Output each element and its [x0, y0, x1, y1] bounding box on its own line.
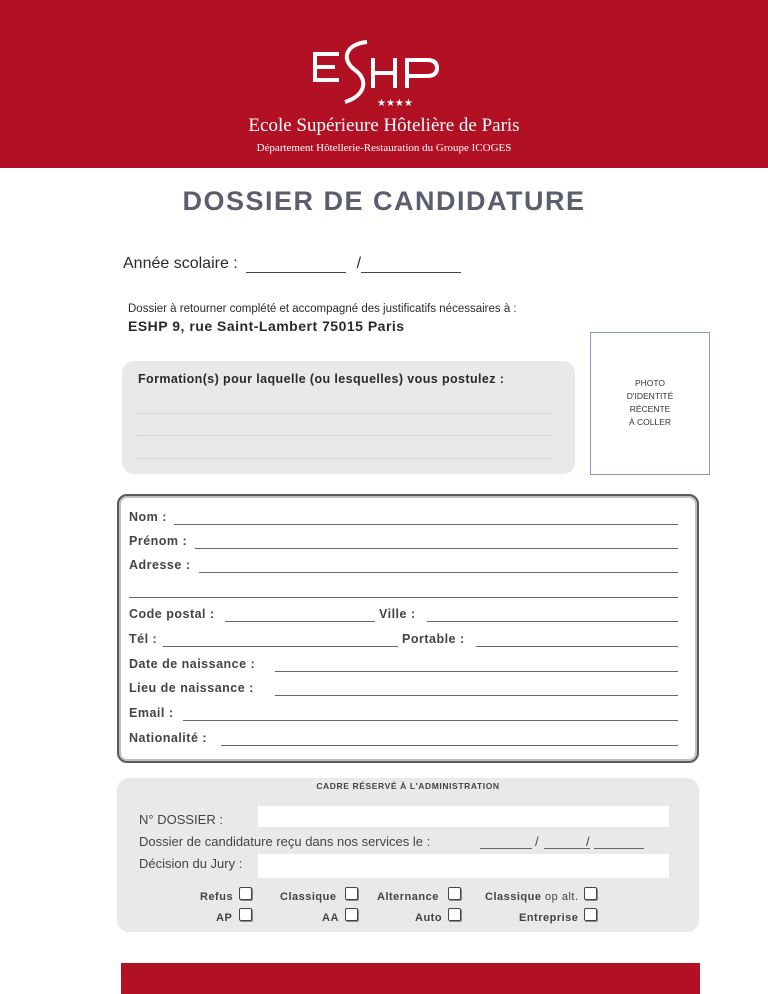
auto-label: Auto	[415, 912, 443, 924]
entreprise-checkbox[interactable]	[584, 908, 597, 921]
eshp-logo	[305, 38, 455, 110]
school-year-label: Année scolaire :	[123, 255, 238, 272]
identity-panel	[117, 494, 699, 763]
code-postal-field[interactable]	[225, 621, 375, 622]
admin-panel	[117, 778, 699, 932]
year-start-field[interactable]	[246, 259, 346, 273]
prenom-field[interactable]	[195, 548, 678, 549]
photo-line-4: À COLLER	[628, 417, 672, 427]
classique-label: Classique	[280, 891, 337, 903]
formation-line-3[interactable]	[138, 458, 552, 459]
year-end-field[interactable]	[361, 259, 461, 273]
lieu-naissance-label: Lieu de naissance :	[129, 681, 254, 695]
photo-box[interactable]	[590, 332, 710, 475]
date-naissance-field[interactable]	[275, 671, 678, 672]
adresse-field-2[interactable]	[129, 597, 678, 598]
prenom-label: Prénom :	[129, 534, 188, 548]
aa-checkbox[interactable]	[345, 908, 358, 921]
return-note: Dossier à retourner complété et accompagné des justificatifs nécessaires à :	[128, 303, 517, 315]
return-address: ESHP 9, rue Saint-Lambert 75015 Paris	[128, 318, 405, 334]
recu-day-field[interactable]	[480, 848, 532, 849]
recu-sep-2: /	[586, 834, 590, 849]
adresse-field[interactable]	[199, 572, 678, 573]
date-naissance-label: Date de naissance :	[129, 657, 256, 671]
tel-field[interactable]	[163, 646, 398, 647]
ville-field[interactable]	[427, 621, 678, 622]
formation-line-1[interactable]	[138, 413, 552, 414]
nationalite-field[interactable]	[221, 745, 678, 746]
classique-checkbox[interactable]	[345, 887, 358, 900]
formation-panel	[122, 361, 575, 474]
ville-label: Ville :	[379, 607, 416, 621]
email-field[interactable]	[183, 720, 678, 721]
photo-line-1: PHOTO	[634, 378, 666, 388]
recu-month-field[interactable]	[544, 848, 590, 849]
refus-label: Refus	[200, 891, 234, 903]
page-title: DOSSIER DE CANDIDATURE	[182, 186, 586, 216]
decision-field[interactable]	[258, 854, 669, 878]
ap-label: AP	[216, 912, 233, 924]
dossier-no-field[interactable]	[258, 806, 669, 827]
portable-field[interactable]	[476, 646, 678, 647]
code-postal-label: Code postal :	[129, 607, 215, 621]
school-year	[123, 255, 461, 273]
email-label: Email :	[129, 706, 174, 720]
nom-field[interactable]	[174, 524, 678, 525]
classique-alt-bold: Classique	[485, 891, 542, 903]
decision-label: Décision du Jury :	[139, 856, 243, 871]
footer-bar	[121, 963, 700, 994]
tel-label: Tél :	[129, 632, 158, 646]
nationalite-label: Nationalité :	[129, 731, 208, 745]
aa-label: AA	[322, 912, 339, 924]
recu-year-field[interactable]	[594, 848, 644, 849]
dossier-no-label: N° DOSSIER :	[139, 812, 223, 827]
admin-title: CADRE RÉSERVÉ À L'ADMINISTRATION	[316, 781, 500, 791]
header-banner	[0, 0, 768, 168]
entreprise-label: Entreprise	[519, 912, 579, 924]
classique-alt-checkbox[interactable]	[584, 887, 597, 900]
alternance-checkbox[interactable]	[448, 887, 461, 900]
lieu-naissance-field[interactable]	[275, 695, 678, 696]
classique-alt-label	[485, 891, 579, 903]
alternance-label: Alternance	[377, 891, 439, 903]
formation-title: Formation(s) pour laquelle (ou lesquelles) vous postulez :	[138, 372, 505, 386]
year-separator: /	[356, 255, 362, 272]
classique-alt-rest: op alt.	[545, 891, 579, 903]
auto-checkbox[interactable]	[448, 908, 461, 921]
adresse-label: Adresse :	[129, 558, 191, 572]
refus-checkbox[interactable]	[239, 887, 252, 900]
photo-line-2: D'IDENTITÉ	[626, 391, 674, 401]
formation-line-2[interactable]	[138, 435, 552, 436]
nom-label: Nom :	[129, 510, 167, 524]
photo-line-3: RÉCENTE	[629, 404, 671, 414]
recu-sep-1: /	[535, 834, 539, 849]
department-name: Département Hôtellerie-Restauration du Groupe ICOGES	[256, 142, 512, 154]
ap-checkbox[interactable]	[239, 908, 252, 921]
portable-label: Portable :	[402, 632, 465, 646]
recu-label: Dossier de candidature reçu dans nos services le :	[139, 834, 431, 849]
school-name: Ecole Supérieure Hôtelière de Paris	[248, 115, 520, 136]
logo-stars: ★★★★	[377, 98, 413, 109]
